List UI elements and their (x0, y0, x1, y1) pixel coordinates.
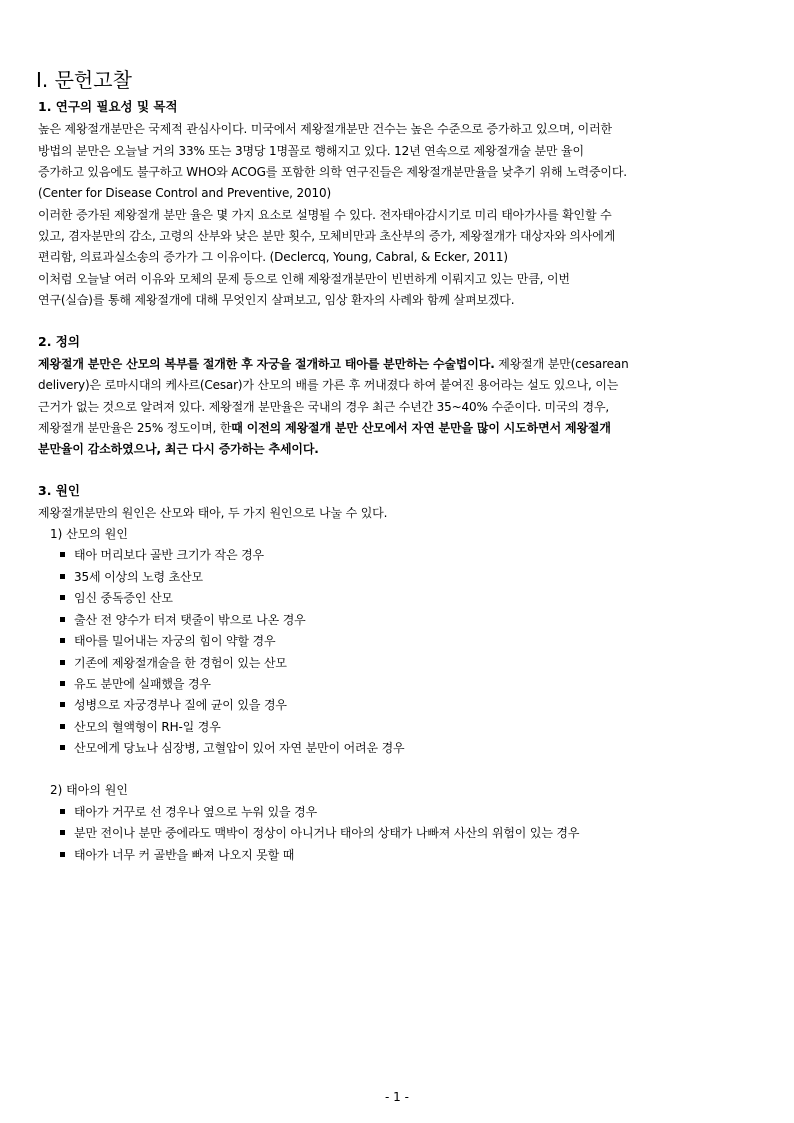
section-heading-causes: 3. 원인 (38, 483, 80, 498)
list-item: 출산 전 양수가 터져 탯줄이 밖으로 나온 경우 (60, 611, 306, 629)
square-bullet-icon (60, 809, 65, 814)
definition-text: 제왕절개 분만(cesarean (494, 357, 629, 371)
section-heading-purpose: 1. 연구의 필요성 및 목적 (38, 99, 178, 114)
list-item: 태아가 너무 커 골반을 빠져 나오지 못할 때 (60, 846, 294, 864)
paragraph-line: 방법의 분만은 오늘날 거의 33% 또는 3명당 1명꼴로 행해지고 있다. 12년 연속으로 제왕절개술 분만 율이 (38, 144, 584, 158)
list-item: 성병으로 자궁경부나 질에 균이 있을 경우 (60, 696, 287, 714)
list-item: 산모에게 당뇨나 심장병, 고혈압이 있어 자연 분만이 어려운 경우 (60, 739, 404, 757)
maternal-causes-heading: 1) 산모의 원인 (50, 527, 128, 541)
square-bullet-icon (60, 702, 65, 707)
square-bullet-icon (60, 595, 65, 600)
paragraph-line: 증가하고 있음에도 불구하고 WHO와 ACOG를 포함한 의학 연구진들은 제왕절개분만율을 낮추기 위해 노력중이다. (38, 165, 627, 179)
fetal-causes-heading: 2) 태아의 원인 (50, 783, 128, 797)
square-bullet-icon (60, 852, 65, 857)
paragraph-line: 있고, 겸자분만의 감소, 고령의 산부와 낮은 분만 횟수, 모체비만과 초산부의 증가, 제왕절개가 대상자와 의사에게 (38, 229, 616, 243)
paragraph-line: 편리함, 의료과실소송의 증가가 그 이유이다. (Declercq, Young, Cabral, & Ecker, 2011) (38, 250, 508, 264)
definition-line: delivery)은 로마시대의 케사르(Cesar)가 산모의 배를 가른 후 꺼내졌다 하여 붙여진 용어라는 설도 있으나, 이는 (38, 378, 619, 392)
list-item: 유도 분만에 실패했을 경우 (60, 675, 211, 693)
definition-line: 근거가 없는 것으로 알려져 있다. 제왕절개 분만율은 국내의 경우 최근 수년간 35~40% 수준이다. 미국의 경우, (38, 400, 610, 414)
list-item: 태아가 거꾸로 선 경우나 옆으로 누워 있을 경우 (60, 803, 317, 821)
definition-bold-text: 때 이전의 제왕절개 분만 산모에서 자연 분만을 많이 시도하면서 제왕절개 (231, 421, 611, 435)
citation-line: (Center for Disease Control and Preventive, 2010) (38, 186, 331, 200)
square-bullet-icon (60, 681, 65, 686)
causes-intro: 제왕절개분만의 원인은 산모와 태아, 두 가지 원인으로 나눌 수 있다. (38, 506, 388, 520)
section-heading-definition: 2. 정의 (38, 334, 80, 349)
definition-text: 제왕절개 분만율은 25% 정도이며, 한 (38, 421, 232, 435)
square-bullet-icon (60, 830, 65, 835)
square-bullet-icon (60, 574, 65, 579)
square-bullet-icon (60, 552, 65, 557)
list-item: 태아 머리보다 골반 크기가 작은 경우 (60, 546, 264, 564)
square-bullet-icon (60, 724, 65, 729)
list-item: 35세 이상의 노령 초산모 (60, 568, 203, 586)
page-number: - 1 - (385, 1090, 409, 1104)
chapter-title: Ⅰ. 문헌고찰 (36, 68, 132, 92)
list-item: 태아를 밀어내는 자궁의 힘이 약할 경우 (60, 632, 275, 650)
square-bullet-icon (60, 660, 65, 665)
list-item: 산모의 혈액형이 RH-일 경우 (60, 718, 221, 736)
paragraph-line: 연구(실습)를 통해 제왕절개에 대해 무엇인지 살펴보고, 임상 환자의 사례와 함께 살펴보겠다. (38, 293, 515, 307)
definition-bold-text: 제왕절개 분만은 산모의 복부를 절개한 후 자궁을 절개하고 태아를 분만하는 수술법이다. (38, 357, 495, 371)
square-bullet-icon (60, 638, 65, 643)
list-item: 분만 전이나 분만 중에라도 맥박이 정상이 아니거나 태아의 상태가 나빠져 사산의 위험이 있는 경우 (60, 824, 579, 842)
definition-line (38, 355, 629, 373)
square-bullet-icon (60, 617, 65, 622)
list-item: 기존에 제왕절개술을 한 경험이 있는 산모 (60, 654, 287, 672)
paragraph-line: 이처럼 오늘날 여러 이유와 모체의 문제 등으로 인해 제왕절개분만이 빈번하게 이뤄지고 있는 만큼, 이번 (38, 272, 570, 286)
list-item: 임신 중독증인 산모 (60, 589, 173, 607)
paragraph-line: 이러한 증가된 제왕절개 분만 율은 몇 가지 요소로 설명될 수 있다. 전자태아감시기로 미리 태아가사를 확인할 수 (38, 208, 612, 222)
paragraph-line: 높은 제왕절개분만은 국제적 관심사이다. 미국에서 제왕절개분만 건수는 높은 수준으로 증가하고 있으며, 이러한 (38, 122, 612, 136)
definition-bold-line: 분만율이 감소하였으나, 최근 다시 증가하는 추세이다. (38, 442, 319, 456)
square-bullet-icon (60, 745, 65, 750)
definition-line (38, 419, 611, 437)
